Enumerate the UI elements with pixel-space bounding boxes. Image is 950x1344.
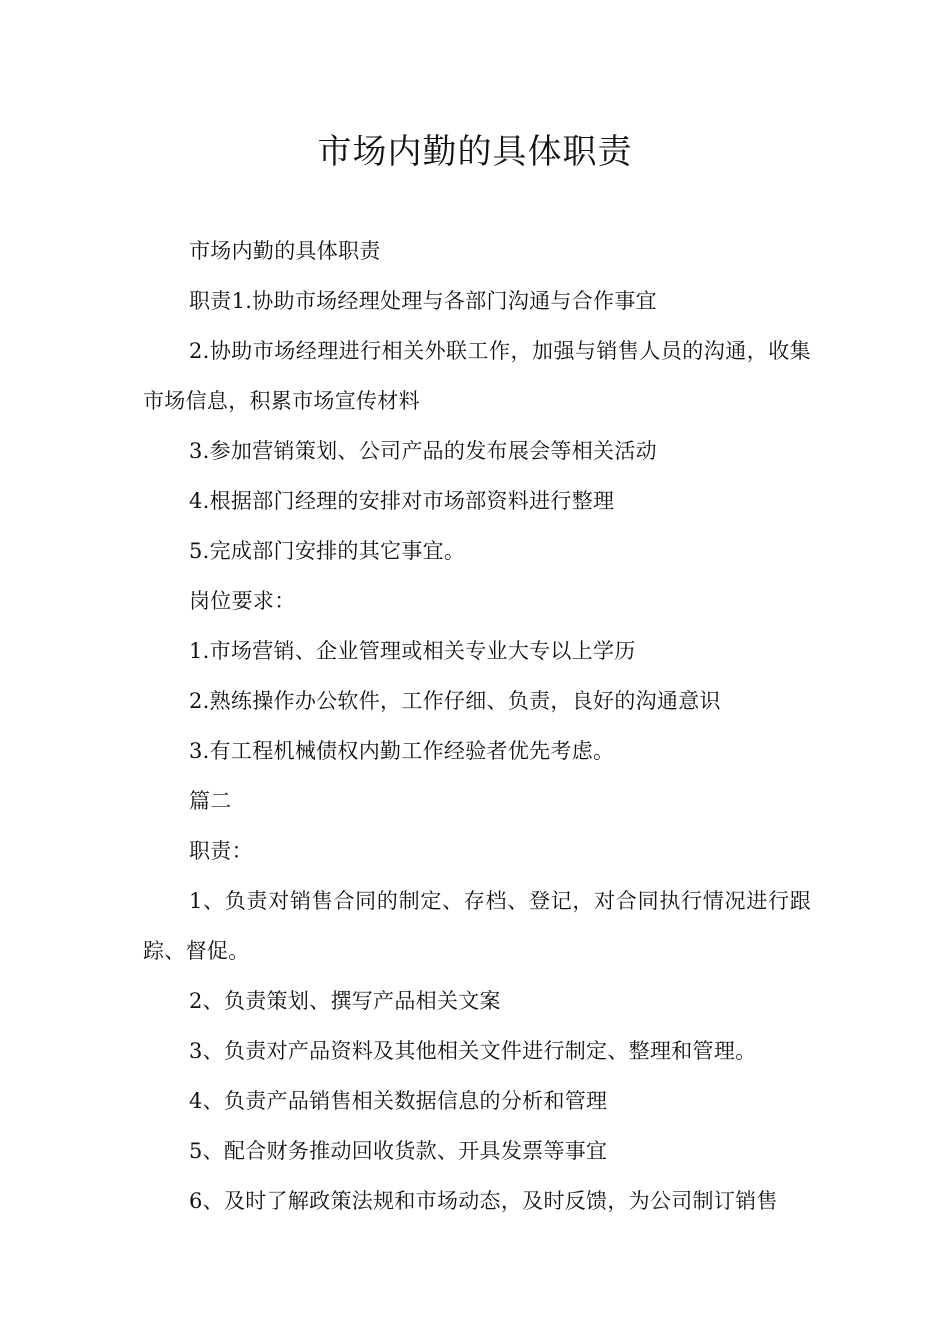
paragraph-section-two: 篇二 (189, 789, 232, 813)
paragraph-duty-2: 2.协助市场经理进行相关外联工作，加强与销售人员的沟通，收集市场信息，积累市场宣传材料 (143, 339, 811, 413)
paragraph-duty-1: 职责1.协助市场经理处理与各部门沟通与合作事宜 (189, 289, 657, 313)
paragraph-item-5: 5、配合财务推动回收货款、开具发票等事宜 (189, 1139, 608, 1163)
paragraph-requirement-1: 1.市场营销、企业管理或相关专业大专以上学历 (189, 639, 636, 663)
paragraph-item-2: 2、负责策划、撰写产品相关文案 (189, 989, 501, 1013)
paragraph-item-1: 1、负责对销售合同的制定、存档、登记，对合同执行情况进行跟踪、督促。 (143, 889, 811, 963)
paragraph-item-3: 3、负责对产品资料及其他相关文件进行制定、整理和管理。 (189, 1039, 757, 1063)
paragraph-subtitle: 市场内勤的具体职责 (189, 239, 381, 263)
paragraph-requirement-2: 2.熟练操作办公软件，工作仔细、负责，良好的沟通意识 (189, 689, 721, 713)
paragraph-requirements-heading: 岗位要求： (189, 589, 296, 613)
paragraph-duty-3: 3.参加营销策划、公司产品的发布展会等相关活动 (189, 439, 657, 463)
document-body (143, 226, 811, 1226)
paragraph-requirement-3: 3.有工程机械债权内勤工作经验者优先考虑。 (189, 739, 615, 763)
paragraph-duty-5: 5.完成部门安排的其它事宜。 (189, 539, 466, 563)
paragraph-duties-heading: 职责： (189, 839, 253, 863)
document-title: 市场内勤的具体职责 (317, 132, 633, 172)
paragraph-item-4: 4、负责产品销售相关数据信息的分析和管理 (189, 1089, 608, 1113)
paragraph-item-6: 6、及时了解政策法规和市场动态，及时反馈，为公司制订销售 (189, 1189, 778, 1213)
paragraph-duty-4: 4.根据部门经理的安排对市场部资料进行整理 (189, 489, 615, 513)
